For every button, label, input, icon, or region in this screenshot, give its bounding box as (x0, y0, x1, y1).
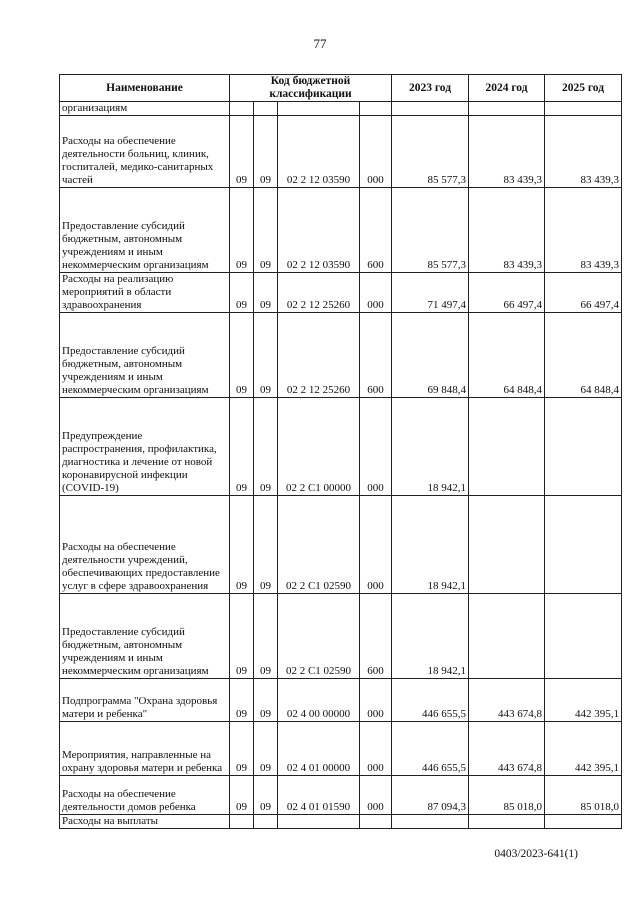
cell-c2: 09 (254, 776, 278, 815)
cell-name: Предупреждение распространения, профилактика, диагностика и лечение от новой коронавирусной инфекции (COVID-19) (60, 398, 230, 496)
cell-c4: 000 (360, 116, 392, 188)
header-2023: 2023 год (392, 75, 469, 102)
cell-name: Расходы на обеспечение деятельности домов ребенка (60, 776, 230, 815)
cell-c2: 09 (254, 398, 278, 496)
cell-v2025: 83 439,3 (545, 116, 622, 188)
cell-v2023: 85 577,3 (392, 116, 469, 188)
cell-v2024: 443 674,8 (469, 679, 545, 722)
cell-v2025: 83 439,3 (545, 188, 622, 273)
cell-v2025 (545, 594, 622, 679)
table-row (60, 776, 622, 815)
cell-c4: 600 (360, 313, 392, 398)
cell-c2: 09 (254, 116, 278, 188)
table-row (60, 496, 622, 594)
cell-v2025: 66 497,4 (545, 273, 622, 313)
cell-v2025 (545, 815, 622, 829)
cell-c2: 09 (254, 313, 278, 398)
header-code: Код бюджетной классификации (230, 75, 392, 102)
continuation-text: организациям (60, 102, 230, 116)
table-row (60, 722, 622, 776)
cell-v2023 (392, 815, 469, 829)
cell-c2: 09 (254, 679, 278, 722)
cell-c3: 02 2 С1 02590 (278, 496, 360, 594)
cell-c3: 02 2 С1 02590 (278, 594, 360, 679)
table-row (60, 679, 622, 722)
cell-c3: 02 4 01 01590 (278, 776, 360, 815)
cell-c4: 600 (360, 188, 392, 273)
cell-c1: 09 (230, 679, 254, 722)
cell-c4: 000 (360, 273, 392, 313)
cell-name: Мероприятия, направленные на охрану здоровья матери и ребенка (60, 722, 230, 776)
cell-v2024: 443 674,8 (469, 722, 545, 776)
cell-v2023: 446 655,5 (392, 722, 469, 776)
header-2024: 2024 год (469, 75, 545, 102)
cell-c4: 000 (360, 776, 392, 815)
cell-c1: 09 (230, 594, 254, 679)
cell-v2023: 18 942,1 (392, 398, 469, 496)
table-header-row (60, 75, 622, 102)
cell-v2023: 69 848,4 (392, 313, 469, 398)
cell-c4 (360, 815, 392, 829)
cell-name: Расходы на обеспечение деятельности учреждений, обеспечивающих предоставление услуг в сфере здравоохранения (60, 496, 230, 594)
cell-name: Предоставление субсидий бюджетным, автономным учреждениям и иным некоммерческим организациям (60, 594, 230, 679)
document-code: 0403/2023-641(1) (494, 848, 578, 860)
cell-v2025: 442 395,1 (545, 679, 622, 722)
page-number: 77 (313, 36, 327, 51)
cell-c1: 09 (230, 722, 254, 776)
cell-c1: 09 (230, 776, 254, 815)
cell-v2025: 64 848,4 (545, 313, 622, 398)
cell-c2: 09 (254, 722, 278, 776)
budget-table (59, 74, 622, 829)
cell-c4: 000 (360, 496, 392, 594)
table-row (60, 398, 622, 496)
cell-v2023: 446 655,5 (392, 679, 469, 722)
cell-c1 (230, 815, 254, 829)
cell-name: Предоставление субсидий бюджетным, автономным учреждениям и иным некоммерческим организациям (60, 188, 230, 273)
cell-c1: 09 (230, 313, 254, 398)
continuation-row (60, 102, 622, 116)
cell-name: Расходы на выплаты (60, 815, 230, 829)
cell-c1: 09 (230, 496, 254, 594)
cell-c2 (254, 815, 278, 829)
table-row (60, 116, 622, 188)
cell-c3 (278, 815, 360, 829)
cell-c2: 09 (254, 188, 278, 273)
cell-c3: 02 2 12 25260 (278, 273, 360, 313)
cell-v2023: 18 942,1 (392, 496, 469, 594)
cell-v2025 (545, 398, 622, 496)
table-row (60, 313, 622, 398)
header-name: Наименование (60, 75, 230, 102)
cell-v2024: 83 439,3 (469, 116, 545, 188)
cell-v2024 (469, 594, 545, 679)
cell-c3: 02 2 12 03590 (278, 188, 360, 273)
cell-c4: 000 (360, 722, 392, 776)
table-row (60, 594, 622, 679)
cell-v2025: 85 018,0 (545, 776, 622, 815)
cell-name: Предоставление субсидий бюджетным, автономным учреждениям и иным некоммерческим организациям (60, 313, 230, 398)
cell-c1: 09 (230, 398, 254, 496)
cell-name: Расходы на обеспечение деятельности больниц, клиник, госпиталей, медико-санитарных частей (60, 116, 230, 188)
cell-c3: 02 4 00 00000 (278, 679, 360, 722)
cell-c3: 02 2 12 25260 (278, 313, 360, 398)
cell-v2025 (545, 496, 622, 594)
table-row (60, 815, 622, 829)
cell-v2023: 71 497,4 (392, 273, 469, 313)
cell-v2024: 83 439,3 (469, 188, 545, 273)
cell-v2024: 85 018,0 (469, 776, 545, 815)
cell-c4: 000 (360, 679, 392, 722)
cell-c3: 02 4 01 00000 (278, 722, 360, 776)
cell-c1: 09 (230, 273, 254, 313)
table-row (60, 273, 622, 313)
cell-name: Подпрограмма "Охрана здоровья матери и ребенка" (60, 679, 230, 722)
cell-v2024: 66 497,4 (469, 273, 545, 313)
cell-v2024 (469, 398, 545, 496)
cell-v2023: 87 094,3 (392, 776, 469, 815)
cell-v2024 (469, 815, 545, 829)
cell-v2025: 442 395,1 (545, 722, 622, 776)
cell-c4: 000 (360, 398, 392, 496)
cell-c2: 09 (254, 594, 278, 679)
cell-v2023: 18 942,1 (392, 594, 469, 679)
cell-v2023: 85 577,3 (392, 188, 469, 273)
cell-c1: 09 (230, 188, 254, 273)
cell-c3: 02 2 12 03590 (278, 116, 360, 188)
cell-v2024: 64 848,4 (469, 313, 545, 398)
cell-c1: 09 (230, 116, 254, 188)
cell-c2: 09 (254, 496, 278, 594)
cell-c4: 600 (360, 594, 392, 679)
cell-c2: 09 (254, 273, 278, 313)
cell-name: Расходы на реализацию мероприятий в области здравоохранения (60, 273, 230, 313)
header-2025: 2025 год (545, 75, 622, 102)
table-row (60, 188, 622, 273)
cell-v2024 (469, 496, 545, 594)
cell-c3: 02 2 С1 00000 (278, 398, 360, 496)
